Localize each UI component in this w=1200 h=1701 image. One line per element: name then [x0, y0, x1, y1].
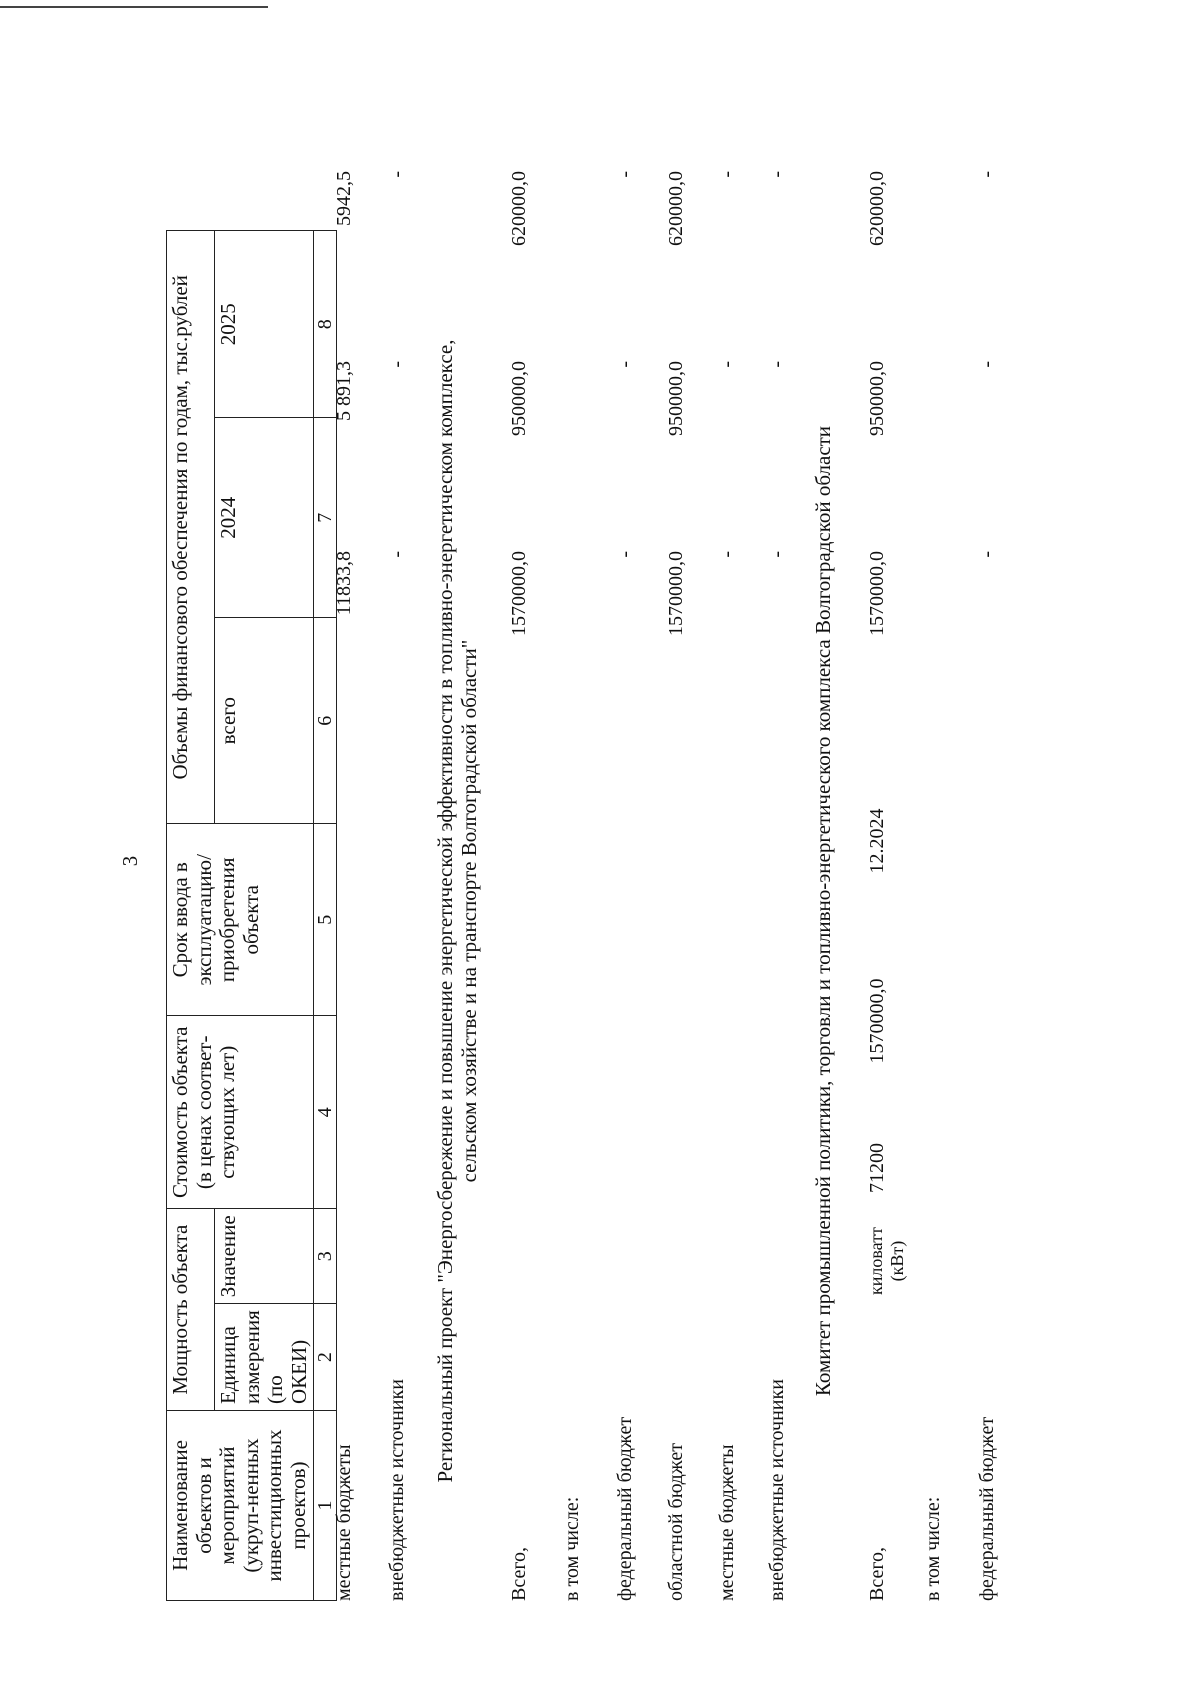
value-2025: -: [766, 171, 788, 178]
value-2024: -: [766, 361, 788, 368]
value-2025: -: [614, 171, 636, 178]
section-title-regional-project: [434, 221, 481, 1601]
unit-abbr: (кВт): [886, 1240, 907, 1282]
col-number: 3: [314, 1209, 337, 1304]
header-total-cell: всего: [215, 618, 314, 824]
table-row: [766, 171, 796, 1601]
row-label: федеральный бюджет: [976, 1416, 998, 1601]
table-row: [866, 171, 907, 1601]
value-2024: -: [976, 361, 998, 368]
table-row: [386, 171, 416, 1601]
header-cost-cell: Стоимость объекта (в ценах соответ-ствующих лет): [167, 1016, 314, 1209]
value-2024: -: [614, 361, 636, 368]
header-2025-cell: 2025: [215, 231, 314, 418]
commissioning-term: 12.2024: [866, 808, 888, 874]
unit-of-measure: [866, 1221, 907, 1301]
row-label: местные бюджеты: [716, 1444, 738, 1601]
row-label: областной бюджет: [665, 1442, 687, 1601]
col-number: 6: [314, 618, 337, 824]
header-2024-cell: 2024: [215, 418, 314, 618]
header-value-cell: Значение: [215, 1209, 314, 1304]
col-number: 4: [314, 1016, 337, 1209]
col-number: 8: [314, 231, 337, 418]
col-number: 5: [314, 824, 337, 1016]
row-label: Всего,: [508, 1546, 530, 1601]
total-value: -: [976, 551, 998, 558]
value-2025: 620000,0: [866, 171, 888, 246]
table-row: [976, 171, 1006, 1601]
table-row: [922, 221, 952, 1601]
row-label: внебюджетные источники: [766, 1379, 788, 1601]
value-2024: 950000,0: [665, 361, 687, 436]
object-cost: 1570000,0: [866, 978, 888, 1064]
total-value: -: [766, 551, 788, 558]
table-row: [333, 171, 363, 1601]
table-row: [614, 171, 644, 1601]
row-label: в том числе:: [561, 1496, 583, 1601]
value-2025: -: [976, 171, 998, 178]
col-number: 1: [314, 1411, 337, 1601]
value-2025: 620000,0: [665, 171, 687, 246]
value-2024: -: [386, 361, 408, 368]
table-row: [508, 171, 538, 1601]
total-value: 1570000,0: [665, 551, 687, 636]
section-title-line: Региональный проект "Энергосбережение и повышение энергетической эффективности в топливно-энергетическом комплексе,: [433, 339, 457, 1483]
header-unit-cell: Единица измерения (по ОКЕИ): [215, 1304, 314, 1411]
header-term-cell: Срок ввода в эксплуатацию/ приобретения объекта: [167, 824, 314, 1016]
row-label: федеральный бюджет: [614, 1416, 636, 1601]
value-2025: -: [386, 171, 408, 178]
total-value: -: [716, 551, 738, 558]
row-label: Всего,: [866, 1546, 888, 1601]
total-value: -: [614, 551, 636, 558]
value-2025: 5942,5: [333, 171, 355, 226]
section-title-committee: [812, 221, 836, 1601]
row-label: в том числе:: [922, 1496, 944, 1601]
section-title-line: сельском хозяйстве и на транспорте Волгоградской области": [456, 639, 481, 1183]
row-label: местные бюджеты: [333, 1444, 355, 1601]
value-2024: -: [716, 361, 738, 368]
row-label: внебюджетные источники: [386, 1379, 408, 1601]
value-2024: 950000,0: [508, 361, 530, 436]
header-name-cell: Наименование объектов и мероприятий (укруп-ненных инвестиционных проектов): [167, 1411, 314, 1601]
capacity-value: 71200: [866, 1143, 888, 1193]
col-number: 2: [314, 1304, 337, 1411]
value-2024: 5 891,3: [333, 361, 355, 421]
table-row: [561, 221, 591, 1601]
total-value: 11833,8: [333, 551, 355, 616]
section-title-line: Комитет промышленной политики, торговли и топливно-энергетического комплекса Волгоградской области: [811, 425, 835, 1397]
unit-name: киловатт: [866, 1227, 886, 1295]
value-2025: 620000,0: [508, 171, 530, 246]
value-2024: 950000,0: [866, 361, 888, 436]
page-number: 3: [118, 855, 142, 867]
total-value: -: [386, 551, 408, 558]
header-capacity-cell: Мощность объекта: [167, 1209, 215, 1411]
header-table: [166, 230, 337, 1601]
value-2025: -: [716, 171, 738, 178]
col-number: 7: [314, 418, 337, 618]
total-value: 1570000,0: [508, 551, 530, 636]
header-finance-cell: Объемы финансового обеспечения по годам, тыс.рублей: [167, 231, 215, 824]
total-value: 1570000,0: [866, 551, 888, 636]
table-row: [716, 171, 746, 1601]
table-row: [665, 171, 695, 1601]
